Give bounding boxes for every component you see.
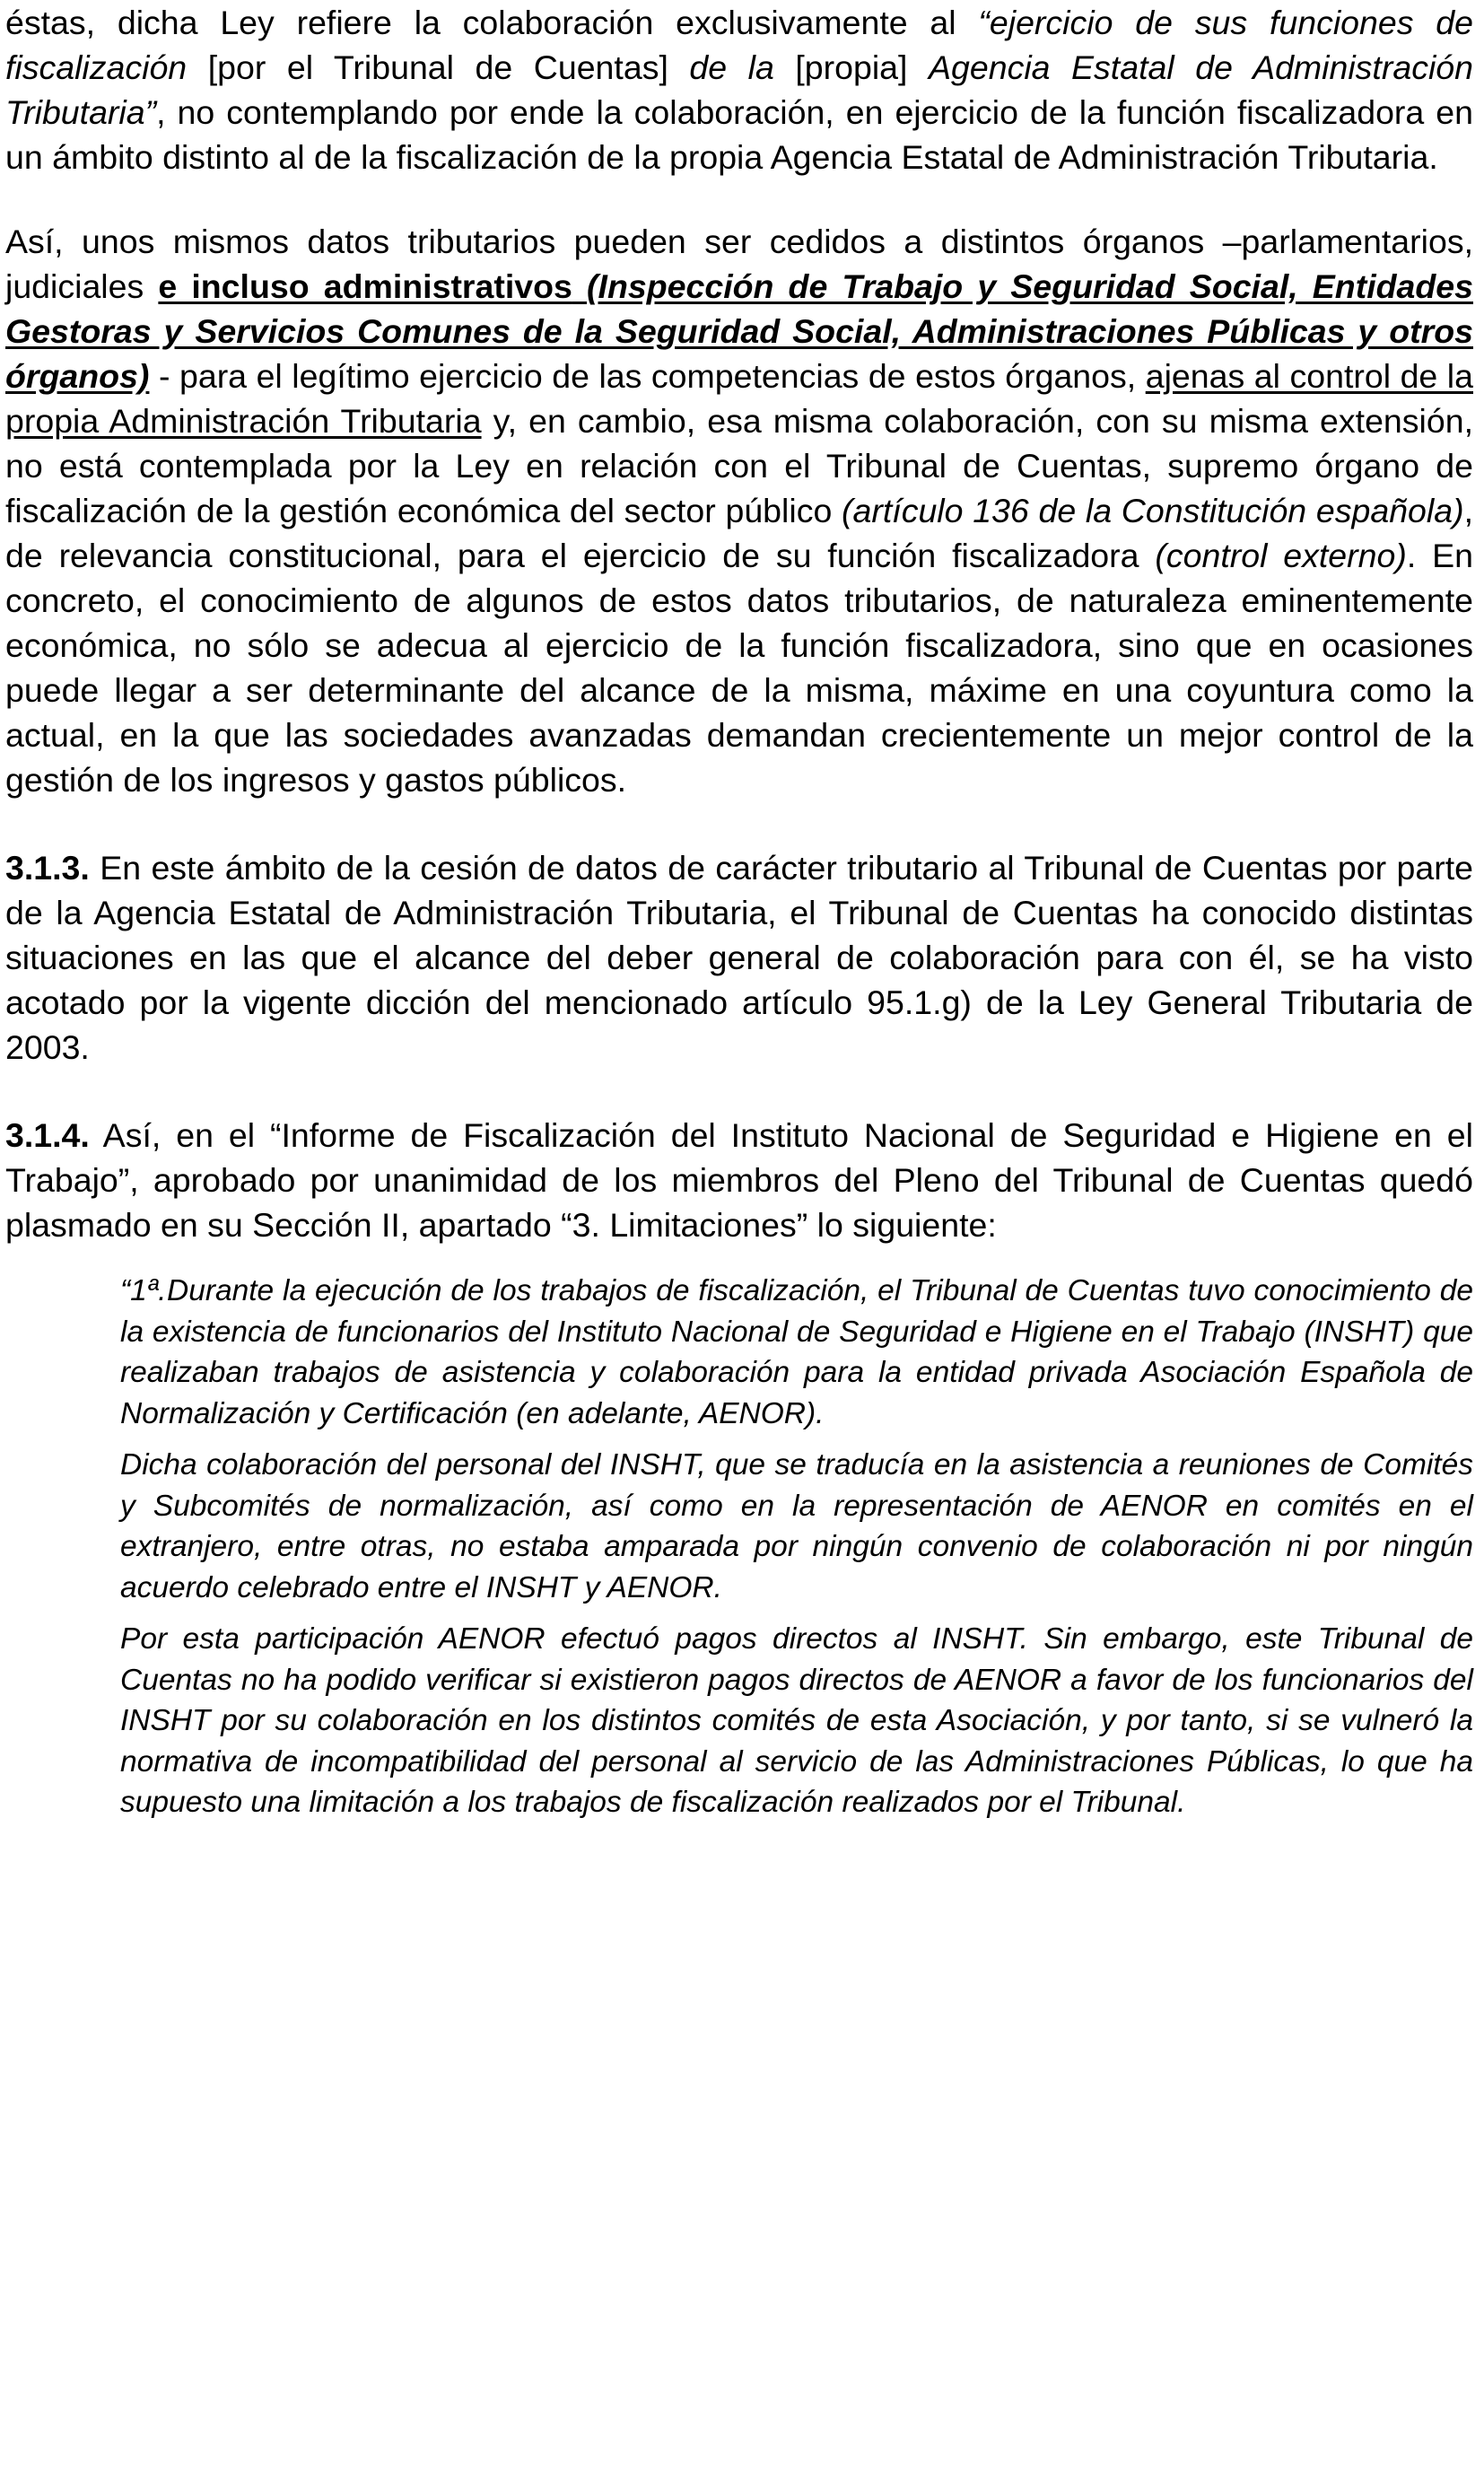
text-run: Así, en el “Informe de Fiscalización del Instituto Nacional de Seguridad e Higiene en el Trabajo”, aprobado por unanimidad de los miembros del Pleno del Tribunal de Cuentas quedó plasmado en su Sección II, apartado “3. Limitaciones” lo siguiente: bbox=[5, 1116, 1473, 1244]
section-number: 3.1.4. bbox=[5, 1116, 90, 1154]
quote-paragraph-3: Por esta participación AENOR efectuó pagos directos al INSHT. Sin embargo, este Tribunal de Cuentas no ha podido verificar si existieron pagos directos de AENOR a favor de los funcionarios del INSHT por su colaboración en los distintos comités de esta Asociación, y por tanto, si se vulneró la normativa de incompatibilidad del personal al servicio de las Administraciones Públicas, lo que ha supuesto una limitación a los trabajos de fiscalización realizados por el Tribunal. bbox=[120, 1622, 1473, 1819]
section-number: 3.1.3. bbox=[5, 849, 90, 887]
quoted-phrase: Agencia Estatal de Administración Tributaria” bbox=[5, 48, 1473, 131]
italic-citation: (artículo 136 de la Constitución española) bbox=[842, 492, 1464, 529]
text-run: , no contemplando por ende la colaboración, en ejercicio de la función fiscalizadora en un ámbito distinto al de la fiscalización de la propia Agencia Estatal de Administración Tributaria. bbox=[5, 93, 1473, 176]
quoted-phrase: de la bbox=[689, 48, 774, 86]
text-run: , de relevancia constitucional, para el ejercicio de su función fiscalizadora bbox=[5, 492, 1473, 574]
paragraph-1 bbox=[5, 0, 1473, 179]
text-run: Durante la ejecución de los trabajos de fiscalización, el Tribunal de Cuentas tuvo conocimiento de la existencia de funcionarios del Instituto Nacional de Seguridad e Higiene en el Trabajo (INSHT) que realizaban trabajos de asistencia y colaboración para la entidad privada Asociación Española de Normalización y Certificación (en adelante, AENOR). bbox=[120, 1274, 1473, 1430]
block-quote bbox=[120, 1271, 1473, 1823]
paragraph-3 bbox=[5, 845, 1473, 1070]
text-run: - para el legítimo ejercicio de las competencias de estos órganos, bbox=[149, 357, 1146, 395]
quote-paragraph-1 bbox=[120, 1271, 1473, 1434]
document-page bbox=[5, 0, 1473, 1834]
italic-citation: (control externo) bbox=[1155, 537, 1407, 574]
bold-underlined-phrase: e incluso administrativos bbox=[158, 267, 572, 305]
text-run: En este ámbito de la cesión de datos de carácter tributario al Tribunal de Cuentas por parte de la Agencia Estatal de Administración Tributaria, el Tribunal de Cuentas ha conocido distintas situaciones en las que el alcance del deber general de colaboración para con él, se ha visto acotado por la vigente dicción del mencionado artículo 95.1.g) de la Ley General Tributaria de 2003. bbox=[5, 849, 1473, 1066]
text-run: éstas, dicha Ley refiere la colaboración exclusivamente al bbox=[5, 4, 979, 41]
paragraph-4 bbox=[5, 1113, 1473, 1247]
text-run: Así, unos mismos datos tributarios pueden ser cedidos a distintos órganos –parlamentarios, judiciales bbox=[5, 223, 1473, 305]
text-run: . En concreto, el conocimiento de algunos de estos datos tributarios, de naturaleza eminentemente económica, no sólo se adecua al ejercicio de la función fiscalizadora, sino que en ocasiones puede llegar a ser determinante del alcance de la misma, máxime en una coyuntura como la actual, en la que las sociedades avanzadas demandan crecientemente un mejor control de la gestión de los ingresos y gastos públicos. bbox=[5, 537, 1474, 799]
bold-italic-underlined-phrase: (Inspección de Trabajo y Seguridad Social, Entidades Gestoras y Servicios Comunes de la Seguridad Social, Administraciones Públicas y otros órganos) bbox=[5, 267, 1473, 395]
underlined-space bbox=[572, 267, 587, 305]
underlined-phrase: ajenas al control de la propia Administración Tributaria bbox=[5, 357, 1473, 440]
text-run: [propia] bbox=[773, 48, 929, 86]
text-run: [por el Tribunal de Cuentas] bbox=[187, 48, 690, 86]
text-run: y, en cambio, esa misma colaboración, con su misma extensión, no está contemplada por la Ley en relación con el Tribunal de Cuentas, supremo órgano de fiscalización de la gestión económica del sector público bbox=[5, 402, 1473, 529]
quoted-phrase: “ejercicio de sus funciones de fiscalización bbox=[5, 4, 1473, 86]
quote-marker: “1ª. bbox=[120, 1274, 167, 1307]
paragraph-2 bbox=[5, 219, 1473, 802]
quote-paragraph-2: Dicha colaboración del personal del INSHT, que se traducía en la asistencia a reuniones de Comités y Subcomités de normalización, así como en la representación de AENOR en comités en el extranjero, entre otras, no estaba amparada por ningún convenio de colaboración ni por ningún acuerdo celebrado entre el INSHT y AENOR. bbox=[120, 1448, 1473, 1604]
